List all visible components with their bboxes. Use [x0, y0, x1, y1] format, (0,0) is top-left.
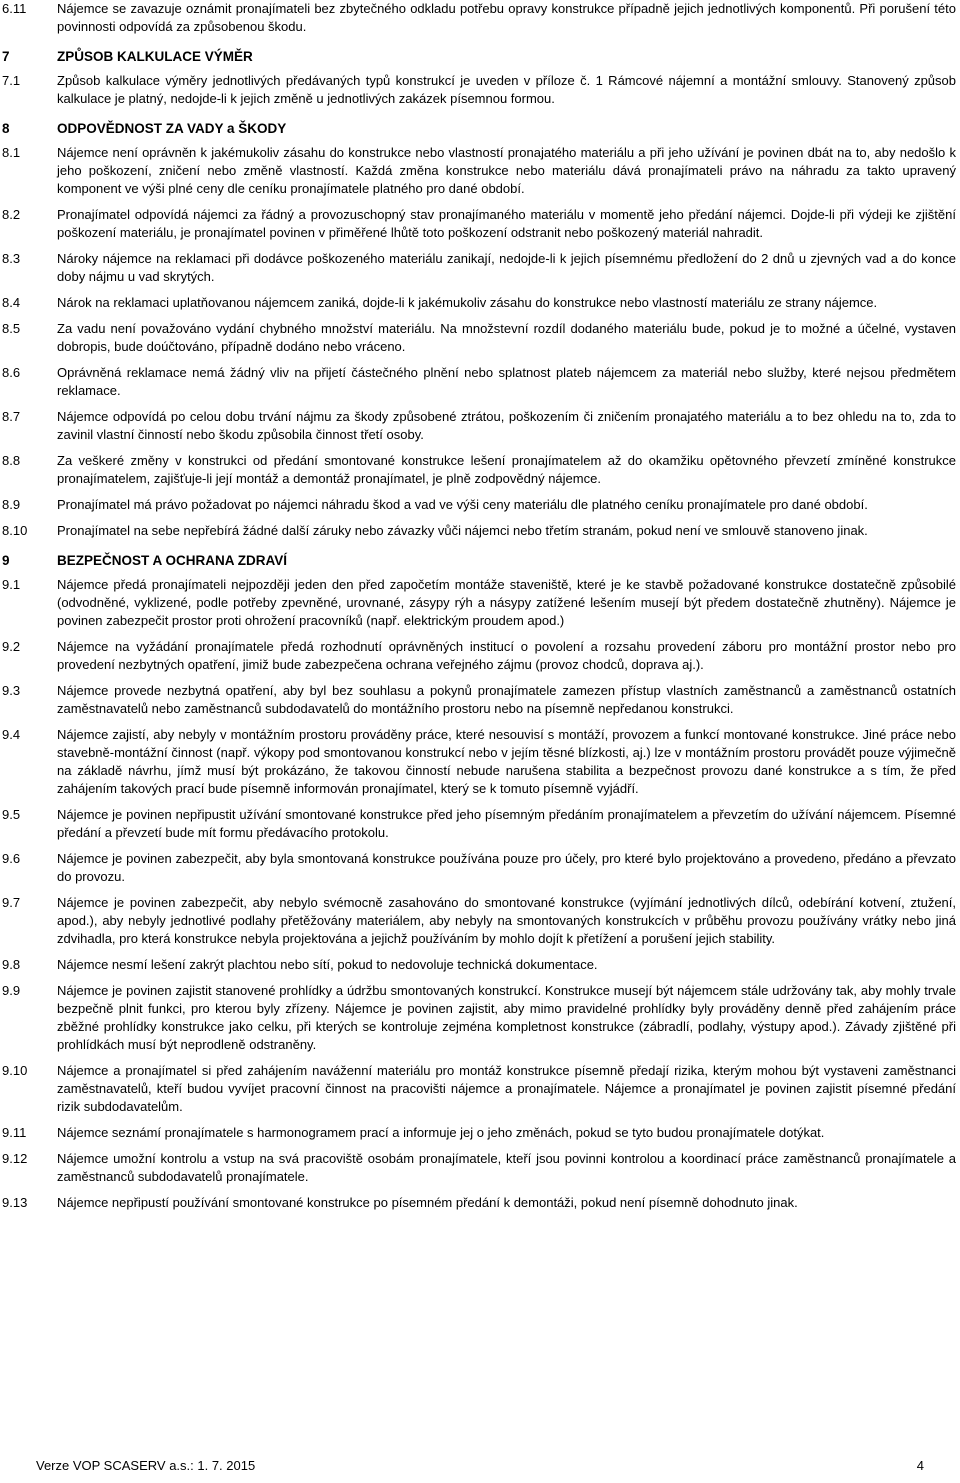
clause-number: 8.4 [2, 295, 21, 310]
clause-number: 9.5 [2, 807, 21, 822]
clause [2, 320, 958, 356]
clause-text: Nájemce je povinen zajistit stanovené prohlídky a údržbu smontovaných konstrukcí. Konstrukce musejí být nájemcem stále udržovány tak, aby mohly trvale bezpečně plnit funkci, pro kterou byly zřízeny. Nájemce je povinen zajistit, aby mimo pravidelné prohlídky byly prováděny denně před zahájením práce zběžné prohlídky konstrukce jako celku, při kterých se kontroluje zejména kompletnost konstrukce (zábradlí, podlahy, výstupy apod.). Závady zjištěné při prohlídkách musí být neprodleně odstraněny. [57, 983, 956, 1052]
clause [2, 364, 958, 400]
clause [2, 452, 958, 488]
clause-text: Nájemce odpovídá po celou dobu trvání nájmu za škody způsobené ztrátou, poškozením či zničením pronajatého materiálu a to bez ohledu na to, zda to zavinil vlastní činností nebo škodu způsobila činnost třetí osoby. [57, 409, 956, 442]
clause [2, 1124, 958, 1142]
clause-number: 9.12 [2, 1151, 28, 1166]
clause-text: Pronajímatel na sebe nepřebírá žádné další záruky nebo závazky vůči nájemci nebo třetím stranám, pokud není ve smlouvě stanoveno jinak. [57, 523, 868, 538]
clause [2, 850, 958, 886]
clause-text: Nájemce se zavazuje oznámit pronajímateli bez zbytečného odkladu potřebu opravy konstrukce případně jejich jednotlivých komponentů. Při porušení této povinnosti odpovídá za způsobenou škodu. [57, 1, 956, 34]
clause-number: 9.4 [2, 727, 21, 742]
clause-number: 9.7 [2, 895, 21, 910]
clause [2, 806, 958, 842]
clause-text: Nájemce předá pronajímateli nejpozději jeden den před započetím montáže staveniště, které je ke stavbě požadované konstrukce dostatečně způsobilé (odvodněné, vyklizené, podle potřeby zpevněné, urovnané, zásypy rýh a násypy zatížené lešením musejí být předem dostatečně zhutněny). Nájemce je povinen zabezpečit prostor proti ohrožení pracovníků (např. elektrickým proudem apod.) [57, 577, 956, 628]
section-heading [2, 48, 958, 66]
clause [2, 1194, 958, 1212]
section-title: ZPŮSOB KALKULACE VÝMĚR [57, 49, 253, 64]
clause-number: 9.8 [2, 957, 21, 972]
clause [2, 638, 958, 674]
clause-text: Nájemce nepřipustí používání smontované konstrukce po písemném předání k demontáži, pokud není písemně dohodnuto jinak. [57, 1195, 798, 1210]
section-heading [2, 552, 958, 570]
clause-text: Oprávněná reklamace nemá žádný vliv na přijetí částečného plnění nebo splatnost plateb nájemcem za materiál nebo služby, které nejsou předmětem reklamace. [57, 365, 956, 398]
clause-number: 8.1 [2, 145, 21, 160]
section-number: 9 [2, 553, 10, 568]
clause [2, 982, 958, 1054]
clause-number: 9.9 [2, 983, 21, 998]
clause-number: 9.13 [2, 1195, 28, 1210]
section-title: ODPOVĚDNOST ZA VADY a ŠKODY [57, 121, 287, 136]
clause [2, 144, 958, 198]
document-body [2, 0, 958, 1212]
clause [2, 0, 958, 36]
clause [2, 496, 958, 514]
clause-text: Nájemce nesmí lešení zakrýt plachtou nebo sítí, pokud to nedovoluje technická dokumentace. [57, 957, 598, 972]
clause [2, 522, 958, 540]
section-heading [2, 120, 958, 138]
clause-number: 8.2 [2, 207, 21, 222]
clause-text: Nájemce je povinen zabezpečit, aby nebylo svémocně zasahováno do smontované konstrukce (vyjímání jednotlivých dílců, odebírání kotvení, ztužení, apod.), aby nebyly jednotlivé podlahy přetěžovány materiálem, aby nebyly na smontovaných konstrukcích v průběhu provozu používány vrátky nebo jiná zdvihadla, pro která konstrukce nebyla projektována a jejichž používáním by mohlo dojít k přetížení a porušení jejich stability. [57, 895, 956, 946]
clause-number: 9.2 [2, 639, 21, 654]
clause-text: Nájemce a pronajímatel si před zahájením naváženní materiálu pro montáž konstrukce písemně předají rizika, kterým mohou být vystaveni zaměstnanci zaměstnavatelů, kteří budou vyvíjet pracovní činnost na pracovišti nájemce a pronajímatele. Nájemce a pronajímatel je povinen zajistit písemné předání rizik subdodavatelům. [57, 1063, 956, 1114]
clause-text: Nájemce zajistí, aby nebyly v montážním prostoru prováděny práce, které nesouvisí s montáží, provozem a funkcí montované konstrukce. Jiné práce nebo stavebně-montážní činnost (např. výkopy pod smontovanou konstrukcí nebo v jejím těsné blízkosti, aj.) lze v montážním prostoru provádět pouze výjimečně na základě návrhu, jímž musí být prokázáno, že takovou činností nebude narušena stabilita a bezpečnost provozu dané konstrukce a s tím, že před zahájením takových prací bude písemně informován pronajímatel, který se k tomuto písemně vyjádří. [57, 727, 956, 796]
clause-text: Nájemce je povinen zabezpečit, aby byla smontovaná konstrukce používána pouze pro účely, pro které bylo projektováno a provedeno, předáno a převzato do provozu. [57, 851, 956, 884]
clause-text: Způsob kalkulace výměry jednotlivých předávaných typů konstrukcí je uveden v příloze č. 1 Rámcové nájemní a montážní smlouvy. Stanovený způsob kalkulace je platný, nedojde-li k jejich změně u jednotlivých zakázek písemnou formou. [57, 73, 956, 106]
clause-number: 8.8 [2, 453, 21, 468]
clause-number: 8.9 [2, 497, 21, 512]
clause-text: Za veškeré změny v konstrukci od předání smontované konstrukce lešení pronajímatelem až do okamžiku opětovného převzetí zmíněné konstrukce pronajímatelem, zajišťuje-li její montáž a demontáž pronajímatel, je plně zodpovědný nájemce. [57, 453, 956, 486]
clause [2, 726, 958, 798]
clause-text: Nájemce je povinen nepřipustit užívání smontované konstrukce před jeho písemným předáním pronajímatelem a převzetím do užívání nájemcem. Písemné předání a převzetí bude mít formu předávacího protokolu. [57, 807, 956, 840]
clause [2, 294, 958, 312]
footer-version: Verze VOP SCASERV a.s.: 1. 7. 2015 [36, 1458, 256, 1473]
clause-number: 9.11 [2, 1125, 27, 1140]
clause-text: Nájemce umožní kontrolu a vstup na svá pracoviště osobám pronajímatele, kteří jsou povinni kontrolou a koordinací práce zaměstnanců pronajímatele a zaměstnanců subdodavatelů pronajímatele. [57, 1151, 956, 1184]
clause-number: 9.1 [2, 577, 21, 592]
clause-text: Za vadu není považováno vydání chybného množství materiálu. Na množstevní rozdíl dodaného materiálu bude, pokud je to možné a účelné, vystaven dobropis, bude doúčtováno, případně dodáno nebo vráceno. [57, 321, 956, 354]
page-number: 4 [916, 1458, 924, 1473]
clause-text: Pronajímatel odpovídá nájemci za řádný a provozuschopný stav pronajímaného materiálu v momentě jeho předání nájemci. Dojde-li při výdeji ke zjištění poškození materiálu, je pronajímatel povinen v přiměřené lhůtě toto poškození odstranit nebo poškozený materiál nahradit. [57, 207, 956, 240]
clause-text: Nájemce na vyžádání pronajímatele předá rozhodnutí oprávněných institucí o povolení a rozsahu provedení záboru pro montážní prostor nebo pro provedení nezbytných opatření, jimiž bude zabezpečena ochrana veřejného zájmu (provoz chodců, doprava aj.). [57, 639, 956, 672]
clause [2, 72, 958, 108]
clause [2, 894, 958, 948]
clause [2, 408, 958, 444]
clause-number: 8.10 [2, 523, 28, 538]
clause-number: 8.3 [2, 251, 21, 266]
clause [2, 682, 958, 718]
clause-text: Nárok na reklamaci uplatňovanou nájemcem zaniká, dojde-li k jakémukoliv zásahu do konstrukce nebo vlastností materiálu ze strany nájemce. [57, 295, 878, 310]
clause-text: Nájemce není oprávněn k jakémukoliv zásahu do konstrukce nebo vlastností pronajatého materiálu a při jeho užívání je povinen dbát na to, aby nedošlo k jeho poškození, zničení nebo změně vlastností. Každá změna konstrukce nebo materiálu dává pronajímateli právo na náhradu za takto upravený komponent ve výši plné ceny dle ceníku pronajímatele platného pro dané období. [57, 145, 956, 196]
clause [2, 1062, 958, 1116]
clause [2, 576, 958, 630]
clause-number: 6.11 [2, 1, 27, 16]
section-title: BEZPEČNOST A OCHRANA ZDRAVÍ [57, 553, 288, 568]
clause-number: 9.6 [2, 851, 21, 866]
section-number: 8 [2, 121, 10, 136]
clause-text: Nájemce provede nezbytná opatření, aby byl bez souhlasu a pokynů pronajímatele zamezen přístup vlastních zaměstnanců a zaměstnanců ostatních zaměstnavatelů nebo zaměstnanců subdodavatelů do montážního prostoru nebo na písemně nepředanou konstrukci. [57, 683, 956, 716]
clause-number: 8.6 [2, 365, 21, 380]
clause-text: Nároky nájemce na reklamaci při dodávce poškozeného materiálu zanikají, nedojde-li k jejich písemnému předložení do 2 dnů u zjevných vad a do konce doby nájmu u vad skrytých. [57, 251, 956, 284]
clause [2, 206, 958, 242]
clause [2, 956, 958, 974]
clause-text: Nájemce seznámí pronajímatele s harmonogramem prací a informuje jej o jeho změnách, pokud se tyto budou pronajímatele dotýkat. [57, 1125, 825, 1140]
clause [2, 250, 958, 286]
clause-number: 9.10 [2, 1063, 28, 1078]
clause [2, 1150, 958, 1186]
clause-number: 8.7 [2, 409, 21, 424]
page-footer [36, 1458, 924, 1473]
clause-text: Pronajímatel má právo požadovat po nájemci náhradu škod a vad ve výši ceny materiálu dle platného ceníku pronajímatele pro dané období. [57, 497, 868, 512]
clause-number: 9.3 [2, 683, 21, 698]
clause-number: 8.5 [2, 321, 21, 336]
section-number: 7 [2, 49, 10, 64]
clause-number: 7.1 [2, 73, 21, 88]
